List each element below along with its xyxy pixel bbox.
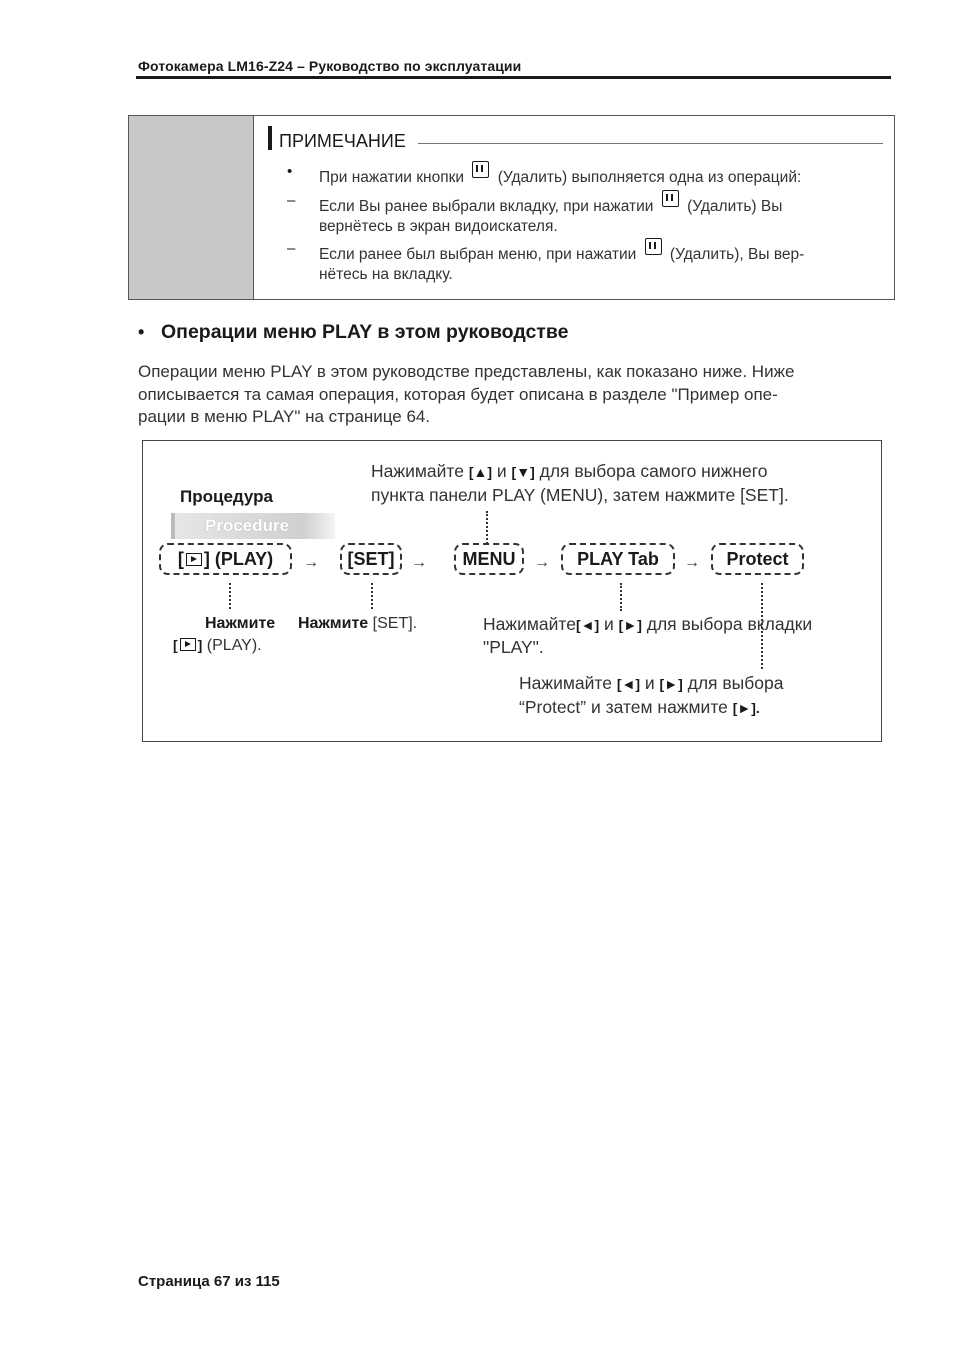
intro-line: Операции меню PLAY в этом руководстве представлены, как показано ниже. Ниже [138, 362, 795, 381]
right-arrow-icon: [►] [618, 617, 642, 633]
note-title-rule [418, 143, 883, 144]
connector-line [229, 583, 231, 609]
step-play-tab: PLAY Tab [561, 543, 675, 575]
section-bullet: • [138, 322, 145, 342]
note-item-3-text-b: (Удалить), Вы вер- [669, 246, 805, 263]
intro-line: рации в меню PLAY" на странице 64. [138, 407, 431, 426]
caption-tab-text: Нажимайте [483, 614, 576, 634]
caption-tab-and: и [604, 614, 614, 634]
left-arrow-icon: [◄] [616, 676, 641, 692]
header-divider [136, 76, 891, 79]
top-note-text: для выбора самого нижнего [539, 461, 768, 481]
note-title-bar [268, 126, 272, 150]
caption-tab-line2: "PLAY". [483, 637, 544, 657]
connector-line [620, 583, 622, 611]
trash-icon [662, 190, 679, 207]
note-dash: – [287, 240, 296, 257]
caption-protect-and: и [644, 673, 655, 693]
bracket: [ [173, 637, 178, 653]
caption-set [298, 615, 417, 633]
step-play-button [159, 543, 292, 575]
note-item-1-text-a: При нажатии кнопки [319, 169, 465, 186]
section-title: Операции меню PLAY в этом руководстве [161, 321, 569, 343]
note-item-2-line2: вернётесь в экран видоискателя. [319, 218, 558, 235]
note-title: ПРИМЕЧАНИЕ [279, 131, 406, 151]
caption-protect-line2 [519, 697, 760, 718]
bracket: ] [197, 637, 203, 653]
down-arrow-icon: [▼] [511, 464, 535, 480]
arrow-right-icon: → [684, 554, 700, 571]
procedure-badge [171, 513, 335, 539]
trash-icon [472, 161, 489, 178]
note-item-2 [319, 190, 879, 237]
note-item-2-text-b: (Удалить) Вы [687, 198, 783, 215]
caption-set-press: Нажмите [298, 615, 369, 632]
top-note-text: Нажимайте [371, 461, 464, 481]
caption-protect-text: Нажимайте [519, 673, 612, 693]
top-note-line2: пункта панели PLAY (MENU), затем нажмите [SET]. [371, 485, 789, 505]
connector-line [486, 511, 488, 544]
step-set: [SET] [340, 543, 402, 575]
note-bullet: • [287, 163, 293, 180]
top-note-line1 [371, 461, 767, 482]
caption-play-key-text: (PLAY). [206, 637, 262, 654]
note-gray-panel [129, 116, 254, 299]
note-box [128, 115, 895, 300]
up-arrow-icon: [▲] [468, 464, 493, 480]
play-icon [180, 638, 196, 651]
section-intro [138, 361, 888, 429]
note-item-3 [319, 238, 879, 285]
arrow-right-icon: → [411, 554, 427, 571]
document-header-title: Фотокамера LM16-Z24 – Руководство по эксплуатации [138, 58, 522, 74]
step-protect: Protect [711, 543, 804, 575]
note-item-3-text-a: Если ранее был выбран меню, при нажатии [319, 246, 637, 263]
top-note-and: и [496, 461, 507, 481]
play-bracket-close: ] [203, 548, 210, 569]
note-item-1-text-b: (Удалить) выполняется одна из операций: [497, 169, 802, 186]
procedure-label: Процедура [180, 487, 273, 506]
intro-line: описывается та самая операция, которая будет описана в разделе "Пример опе- [138, 384, 778, 404]
caption-tab-line1 [483, 614, 812, 635]
page-number: Страница 67 из 115 [138, 1273, 280, 1290]
trash-icon [645, 238, 662, 255]
caption-protect-text: “Protect” и затем нажмите [519, 697, 728, 717]
caption-set-key: [SET]. [372, 615, 418, 632]
caption-play-key [173, 637, 262, 655]
procedure-badge-text: Procedure [205, 516, 290, 535]
note-item-3-line2: нётесь на вкладку. [319, 266, 453, 283]
right-arrow-icon: [►]. [732, 700, 760, 716]
play-icon [186, 553, 202, 566]
play-bracket-open: [ [177, 548, 184, 569]
caption-protect-text: для выбора [687, 673, 784, 693]
note-item-1 [319, 161, 879, 188]
note-dash: – [287, 192, 296, 209]
procedure-diagram [142, 440, 882, 742]
caption-play-press: Нажмите [205, 615, 276, 632]
connector-line [371, 583, 373, 609]
note-item-2-text-a: Если Вы ранее выбрали вкладку, при нажатии [319, 198, 654, 215]
step-menu: MENU [454, 543, 524, 575]
right-arrow-icon: [►] [659, 676, 683, 692]
left-arrow-icon: [◄] [575, 617, 600, 633]
arrow-right-icon: → [534, 554, 550, 571]
caption-protect-line1 [519, 673, 783, 694]
caption-tab-text: для выбора вкладки [646, 614, 813, 634]
step-play-label: (PLAY) [214, 548, 274, 569]
arrow-right-icon: → [303, 554, 319, 571]
